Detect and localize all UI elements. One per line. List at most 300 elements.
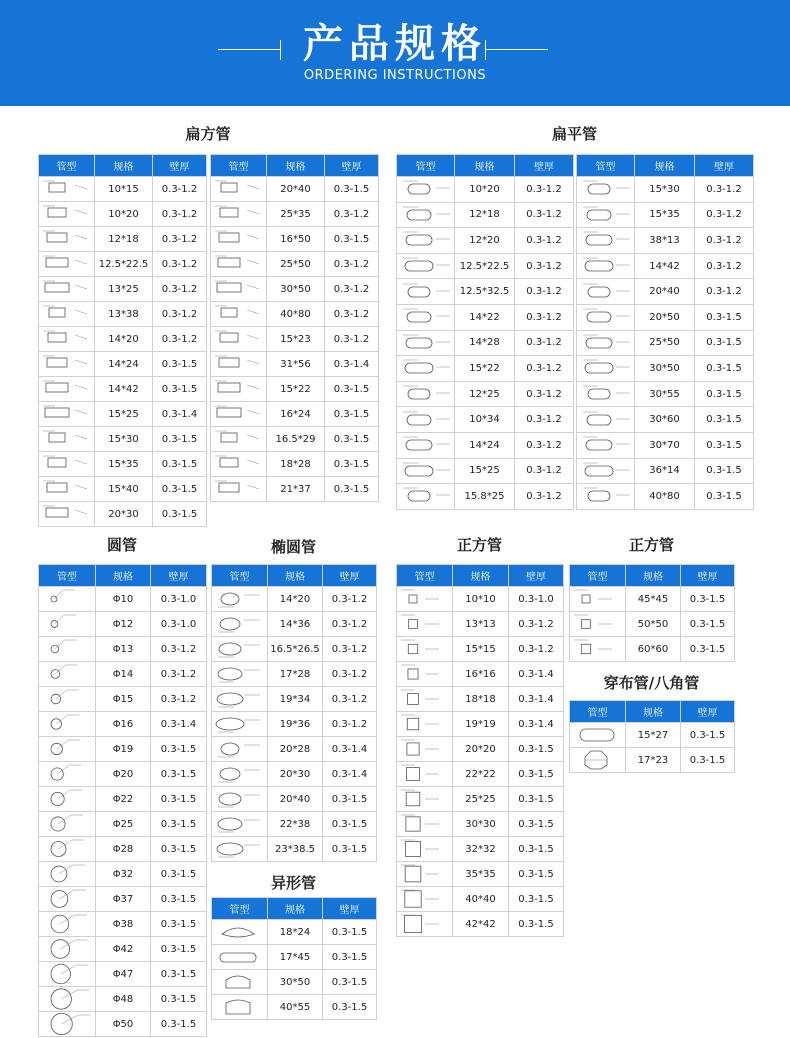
spec-cell: 20*40 <box>635 279 695 305</box>
table-row <box>397 432 574 458</box>
section-title-flat-square: 扁方管 <box>185 125 231 143</box>
tube-profile-icon <box>397 381 455 407</box>
spec-cell: 20*20 <box>453 737 509 762</box>
thickness-cell: 0.3-1.5 <box>325 477 379 502</box>
spec-cell: 17*23 <box>626 748 681 773</box>
thickness-cell: 0.3-1.5 <box>323 995 377 1020</box>
tube-profile-icon <box>39 377 95 402</box>
thickness-cell: 0.3-1.5 <box>325 402 379 427</box>
thickness-cell: 0.3-1.2 <box>153 277 207 302</box>
tube-profile-icon <box>397 432 455 458</box>
spec-cell: 18*24 <box>268 920 323 945</box>
table-header <box>577 155 754 177</box>
table-row <box>39 202 207 227</box>
table-row <box>397 202 574 228</box>
tube-profile-icon <box>39 862 96 887</box>
table-row <box>397 612 564 637</box>
tube-profile-icon <box>212 712 268 737</box>
special-table <box>211 897 377 1020</box>
table-row <box>39 302 207 327</box>
header-type: 管型 <box>212 898 268 920</box>
table-row <box>397 712 564 737</box>
spec-cell: 40*80 <box>267 302 325 327</box>
spec-cell: 30*50 <box>268 970 323 995</box>
tube-profile-icon <box>577 253 635 279</box>
spec-cell: Φ28 <box>96 837 151 862</box>
thickness-cell: 0.3-1.2 <box>153 327 207 352</box>
tube-profile-icon <box>39 837 96 862</box>
thickness-cell: 0.3-1.5 <box>509 787 564 812</box>
table-row <box>212 612 377 637</box>
thickness-cell: 0.3-1.5 <box>509 887 564 912</box>
spec-cell: 15*30 <box>95 427 153 452</box>
thickness-cell: 0.3-1.5 <box>323 920 377 945</box>
table-row <box>39 502 207 527</box>
spec-cell: 16*50 <box>267 227 325 252</box>
spec-cell: 19*36 <box>268 712 323 737</box>
spec-cell: 22*38 <box>268 812 323 837</box>
spec-cell: 12.5*22.5 <box>455 253 515 279</box>
tube-profile-icon <box>212 995 268 1020</box>
spec-cell: 15*35 <box>635 202 695 228</box>
spec-cell: 32*32 <box>453 837 509 862</box>
thickness-cell: 0.3-1.4 <box>325 352 379 377</box>
spec-cell: 12.5*32.5 <box>455 279 515 305</box>
table-row <box>212 837 377 862</box>
thickness-cell: 0.3-1.5 <box>681 637 735 662</box>
tube-profile-icon <box>397 762 453 787</box>
thickness-cell: 0.3-1.5 <box>151 812 207 837</box>
tube-profile-icon <box>577 381 635 407</box>
thickness-cell: 0.3-1.5 <box>323 812 377 837</box>
thickness-cell: 0.3-1.2 <box>695 253 754 279</box>
section-title-special: 异形管 <box>270 874 316 892</box>
spec-cell: 40*80 <box>635 484 695 510</box>
table-row <box>397 458 574 484</box>
spec-cell: 23*38.5 <box>268 837 323 862</box>
square-table-a <box>396 564 564 937</box>
table-header <box>570 565 735 587</box>
thickness-cell: 0.3-1.5 <box>695 356 754 382</box>
tube-profile-icon <box>577 407 635 433</box>
spec-cell: 20*28 <box>268 737 323 762</box>
thickness-cell: 0.3-1.5 <box>695 381 754 407</box>
spec-cell: 20*30 <box>268 762 323 787</box>
tube-profile-icon <box>212 737 268 762</box>
table-row <box>397 279 574 305</box>
thickness-cell: 0.3-1.2 <box>515 484 574 510</box>
header-spec: 规格 <box>626 565 681 587</box>
thickness-cell: 0.3-1.2 <box>515 356 574 382</box>
tube-profile-icon <box>212 762 268 787</box>
table-row <box>577 202 754 228</box>
spec-cell: 20*40 <box>268 787 323 812</box>
thickness-cell: 0.3-1.2 <box>515 381 574 407</box>
table-row <box>570 637 735 662</box>
thickness-cell: 0.3-1.2 <box>515 407 574 433</box>
spec-cell: 31*56 <box>267 352 325 377</box>
thickness-cell: 0.3-1.2 <box>695 279 754 305</box>
tube-profile-icon <box>397 662 453 687</box>
table-row <box>577 432 754 458</box>
tube-profile-icon <box>39 277 95 302</box>
thickness-cell: 0.3-1.2 <box>153 302 207 327</box>
table-row <box>211 202 379 227</box>
table-row <box>397 862 564 887</box>
spec-cell: 40*55 <box>268 995 323 1020</box>
spec-cell: 15*23 <box>267 327 325 352</box>
table-row <box>39 1012 207 1037</box>
thickness-cell: 0.3-1.2 <box>515 458 574 484</box>
thickness-cell: 0.3-1.2 <box>515 228 574 254</box>
spec-cell: 14*24 <box>95 352 153 377</box>
tube-profile-icon <box>39 737 96 762</box>
spec-cell: 35*35 <box>453 862 509 887</box>
table-row <box>577 381 754 407</box>
spec-cell: 21*37 <box>267 477 325 502</box>
spec-cell: 20*50 <box>635 304 695 330</box>
spec-cell: 30*60 <box>635 407 695 433</box>
tube-profile-icon <box>577 228 635 254</box>
spec-cell: 19*19 <box>453 712 509 737</box>
thickness-cell: 0.3-1.5 <box>151 912 207 937</box>
spec-cell: 10*10 <box>453 587 509 612</box>
spec-cell: Φ19 <box>96 737 151 762</box>
tube-profile-icon <box>397 912 453 937</box>
spec-cell: 14*42 <box>635 253 695 279</box>
header-type: 管型 <box>570 701 626 723</box>
header-thickness: 壁厚 <box>695 155 754 177</box>
thickness-cell: 0.3-1.2 <box>151 687 207 712</box>
table-header <box>570 701 735 723</box>
tube-profile-icon <box>397 356 455 382</box>
spec-cell: 16.5*29 <box>267 427 325 452</box>
thickness-cell: 0.3-1.5 <box>153 352 207 377</box>
spec-cell: 12*20 <box>455 228 515 254</box>
tube-profile-icon <box>577 202 635 228</box>
spec-cell: 25*25 <box>453 787 509 812</box>
page-subtitle: ORDERING INSTRUCTIONS <box>303 68 487 83</box>
thickness-cell: 0.3-1.5 <box>695 484 754 510</box>
table-row <box>397 407 574 433</box>
header-thickness: 壁厚 <box>681 565 735 587</box>
thickness-cell: 0.3-1.5 <box>695 458 754 484</box>
thickness-cell: 0.3-1.5 <box>509 862 564 887</box>
table-row <box>39 227 207 252</box>
table-row <box>212 945 377 970</box>
spec-cell: 19*34 <box>268 687 323 712</box>
table-row <box>39 452 207 477</box>
tube-profile-icon <box>211 327 267 352</box>
thickness-cell: 0.3-1.0 <box>151 612 207 637</box>
table-header <box>212 565 377 587</box>
header-type: 管型 <box>39 565 96 587</box>
spec-cell: 13*38 <box>95 302 153 327</box>
tube-profile-icon <box>39 452 95 477</box>
table-row <box>39 962 207 987</box>
spec-cell: 14*36 <box>268 612 323 637</box>
table-row <box>397 587 564 612</box>
thickness-cell: 0.3-1.5 <box>325 177 379 202</box>
spec-cell: 16.5*26.5 <box>268 637 323 662</box>
tube-profile-icon <box>39 712 96 737</box>
thickness-cell: 0.3-1.2 <box>325 302 379 327</box>
spec-cell: 50*50 <box>626 612 681 637</box>
thickness-cell: 0.3-1.5 <box>681 723 735 748</box>
table-row <box>39 587 207 612</box>
table-row <box>39 327 207 352</box>
table-row <box>212 920 377 945</box>
tube-profile-icon <box>397 887 453 912</box>
table-row <box>39 612 207 637</box>
spec-cell: 15*22 <box>455 356 515 382</box>
tube-profile-icon <box>397 458 455 484</box>
spec-cell: 18*28 <box>267 452 325 477</box>
thickness-cell: 0.3-1.4 <box>509 712 564 737</box>
table-row <box>39 987 207 1012</box>
table-row <box>39 687 207 712</box>
section-title-flat-oval: 扁平管 <box>551 125 597 143</box>
thickness-cell: 0.3-1.4 <box>153 402 207 427</box>
spec-cell: Φ14 <box>96 662 151 687</box>
tube-profile-icon <box>39 987 96 1012</box>
table-row <box>39 862 207 887</box>
spec-cell: Φ37 <box>96 887 151 912</box>
table-row <box>211 427 379 452</box>
table-row <box>577 253 754 279</box>
tube-profile-icon <box>39 477 95 502</box>
section-title-square-a: 正方管 <box>456 536 502 554</box>
table-header <box>39 565 207 587</box>
flat-square-table-right <box>210 154 379 502</box>
spec-cell: Φ25 <box>96 812 151 837</box>
spec-cell: 15*25 <box>455 458 515 484</box>
table-row <box>212 587 377 612</box>
table-row <box>212 637 377 662</box>
table-row <box>397 787 564 812</box>
spec-cell: Φ38 <box>96 912 151 937</box>
thickness-cell: 0.3-1.4 <box>323 737 377 762</box>
header-type: 管型 <box>397 565 453 587</box>
tube-profile-icon <box>39 762 96 787</box>
table-row <box>397 887 564 912</box>
tube-profile-icon <box>397 712 453 737</box>
table-row <box>397 330 574 356</box>
thickness-cell: 0.3-1.5 <box>151 862 207 887</box>
thickness-cell: 0.3-1.5 <box>509 837 564 862</box>
tube-profile-icon <box>39 1012 96 1037</box>
spec-cell: 17*28 <box>268 662 323 687</box>
spec-cell: 30*30 <box>453 812 509 837</box>
tube-profile-icon <box>577 484 635 510</box>
spec-cell: Φ15 <box>96 687 151 712</box>
spec-cell: Φ16 <box>96 712 151 737</box>
thickness-cell: 0.3-1.2 <box>515 432 574 458</box>
tube-profile-icon <box>39 252 95 277</box>
header-spec: 规格 <box>268 565 323 587</box>
spec-cell: 60*60 <box>626 637 681 662</box>
thickness-cell: 0.3-1.2 <box>323 637 377 662</box>
header-thickness: 壁厚 <box>515 155 574 177</box>
table-row <box>397 381 574 407</box>
thickness-cell: 0.3-1.2 <box>325 277 379 302</box>
tube-profile-icon <box>397 202 455 228</box>
spec-cell: 25*35 <box>267 202 325 227</box>
table-row <box>397 304 574 330</box>
header-spec: 规格 <box>635 155 695 177</box>
table-header <box>212 898 377 920</box>
thickness-cell: 0.3-1.2 <box>323 662 377 687</box>
tube-profile-icon <box>39 612 96 637</box>
tube-profile-icon <box>212 945 268 970</box>
spec-cell: 14*24 <box>455 432 515 458</box>
table-row <box>211 477 379 502</box>
tube-profile-icon <box>577 330 635 356</box>
spec-cell: 10*15 <box>95 177 153 202</box>
header-thickness: 壁厚 <box>323 898 377 920</box>
spec-cell: 14*22 <box>455 304 515 330</box>
table-row <box>39 427 207 452</box>
tube-profile-icon <box>397 612 453 637</box>
table-row <box>39 787 207 812</box>
tube-profile-icon <box>39 937 96 962</box>
tube-profile-icon <box>211 227 267 252</box>
tube-profile-icon <box>570 748 626 773</box>
thickness-cell: 0.3-1.2 <box>515 304 574 330</box>
spec-cell: 20*40 <box>267 177 325 202</box>
header-spec: 规格 <box>267 155 325 177</box>
table-row <box>39 377 207 402</box>
spec-cell: 15*22 <box>267 377 325 402</box>
spec-cell: 40*40 <box>453 887 509 912</box>
table-row <box>397 177 574 203</box>
tube-profile-icon <box>39 177 95 202</box>
thickness-cell: 0.3-1.2 <box>695 202 754 228</box>
header-type: 管型 <box>397 155 455 177</box>
tube-profile-icon <box>39 502 95 527</box>
table-row <box>397 356 574 382</box>
header-type: 管型 <box>211 155 267 177</box>
table-row <box>39 662 207 687</box>
tube-profile-icon <box>39 302 95 327</box>
tube-profile-icon <box>39 662 96 687</box>
tube-profile-icon <box>39 352 95 377</box>
header-type: 管型 <box>212 565 268 587</box>
tube-profile-icon <box>212 920 268 945</box>
spec-cell: 10*34 <box>455 407 515 433</box>
section-title-round: 圆管 <box>106 536 137 554</box>
tube-profile-icon <box>397 587 453 612</box>
thickness-cell: 0.3-1.2 <box>153 227 207 252</box>
thickness-cell: 0.3-1.5 <box>323 945 377 970</box>
tube-profile-icon <box>397 737 453 762</box>
tube-profile-icon <box>39 587 96 612</box>
thickness-cell: 0.3-1.5 <box>323 837 377 862</box>
tube-profile-icon <box>39 787 96 812</box>
header-spec: 规格 <box>453 565 509 587</box>
table-row <box>577 407 754 433</box>
table-row <box>39 762 207 787</box>
tube-profile-icon <box>570 723 626 748</box>
table-row <box>570 612 735 637</box>
tube-profile-icon <box>212 662 268 687</box>
tube-profile-icon <box>39 227 95 252</box>
header-spec: 规格 <box>455 155 515 177</box>
tube-profile-icon <box>211 202 267 227</box>
table-row <box>211 252 379 277</box>
thickness-cell: 0.3-1.2 <box>325 327 379 352</box>
tube-profile-icon <box>397 177 455 203</box>
thickness-cell: 0.3-1.0 <box>509 587 564 612</box>
thickness-cell: 0.3-1.2 <box>153 252 207 277</box>
table-row <box>211 277 379 302</box>
thickness-cell: 0.3-1.5 <box>509 812 564 837</box>
tube-profile-icon <box>39 402 95 427</box>
tube-profile-icon <box>397 228 455 254</box>
thickness-cell: 0.3-1.5 <box>151 987 207 1012</box>
table-row <box>211 177 379 202</box>
tube-profile-icon <box>211 477 267 502</box>
header-thickness: 壁厚 <box>681 701 735 723</box>
spec-cell: Φ48 <box>96 987 151 1012</box>
table-row <box>397 228 574 254</box>
tube-profile-icon <box>212 837 268 862</box>
thickness-cell: 0.3-1.4 <box>509 662 564 687</box>
thickness-cell: 0.3-1.5 <box>695 432 754 458</box>
tube-profile-icon <box>39 327 95 352</box>
table-row <box>397 662 564 687</box>
thickness-cell: 0.3-1.2 <box>515 279 574 305</box>
tube-profile-icon <box>577 279 635 305</box>
table-row <box>39 402 207 427</box>
thickness-cell: 0.3-1.5 <box>153 427 207 452</box>
table-row <box>212 970 377 995</box>
thickness-cell: 0.3-1.5 <box>151 762 207 787</box>
tube-profile-icon <box>577 432 635 458</box>
square-table-b <box>569 564 735 662</box>
spec-cell: 15*25 <box>95 402 153 427</box>
table-row <box>39 937 207 962</box>
thickness-cell: 0.3-1.4 <box>151 712 207 737</box>
spec-cell: 22*22 <box>453 762 509 787</box>
thickness-cell: 0.3-1.5 <box>695 304 754 330</box>
spec-cell: 20*30 <box>95 502 153 527</box>
tube-profile-icon <box>397 812 453 837</box>
thickness-cell: 0.3-1.5 <box>325 452 379 477</box>
thickness-cell: 0.3-1.5 <box>151 887 207 912</box>
tube-profile-icon <box>397 862 453 887</box>
thickness-cell: 0.3-1.2 <box>153 177 207 202</box>
spec-cell: Φ32 <box>96 862 151 887</box>
tube-profile-icon <box>397 687 453 712</box>
tube-profile-icon <box>577 304 635 330</box>
spec-cell: Φ10 <box>96 587 151 612</box>
spec-cell: 30*50 <box>635 356 695 382</box>
tube-profile-icon <box>397 637 453 662</box>
thickness-cell: 0.3-1.5 <box>151 837 207 862</box>
table-row <box>397 737 564 762</box>
spec-cell: 15*30 <box>635 177 695 203</box>
thickness-cell: 0.3-1.5 <box>151 962 207 987</box>
thickness-cell: 0.3-1.5 <box>323 970 377 995</box>
page-banner <box>0 0 790 106</box>
thickness-cell: 0.3-1.0 <box>151 587 207 612</box>
thickness-cell: 0.3-1.2 <box>323 687 377 712</box>
spec-cell: 25*50 <box>267 252 325 277</box>
table-row <box>39 352 207 377</box>
tube-profile-icon <box>211 452 267 477</box>
tube-profile-icon <box>397 253 455 279</box>
